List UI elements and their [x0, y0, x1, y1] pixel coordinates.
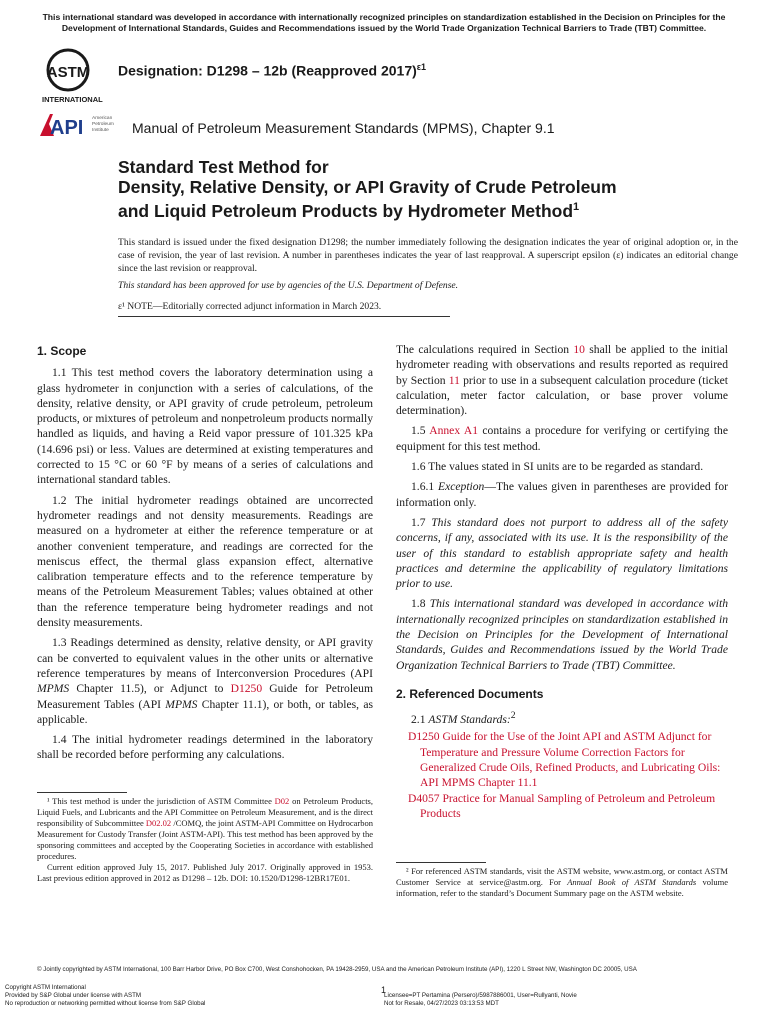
footnote-rule-2	[396, 862, 486, 863]
astm-logo-label: INTERNATIONAL	[42, 95, 103, 104]
left-column	[37, 344, 373, 768]
link-section-11[interactable]: 11	[448, 373, 460, 387]
page-number: 1	[381, 985, 387, 995]
license-left: Copyright ASTM International Provided by S&P Global under license with ASTM No reproduction or networking permitted without license from S&P Global	[5, 984, 206, 1007]
svg-text:ASTM: ASTM	[46, 64, 90, 81]
link-ref-d4057[interactable]: D4057	[408, 791, 440, 805]
paragraph-1-8: 1.8 This international standard was developed in accordance with internationally recognized principles on standardization established in the Decision on Principles for the Development of International Standards, Guides and Recommendations issued by the World Trade Organization Technical Barriers to Trade (TBT) Committee.	[396, 597, 728, 672]
api-logo-icon	[40, 112, 125, 138]
paragraph-1-6: 1.6 The values stated in SI units are to be regarded as standard.	[411, 460, 704, 474]
reference-d4057: D4057 Practice for Manual Sampling of Petroleum and Petroleum Products	[408, 791, 716, 820]
link-ref-d1250[interactable]: D1250	[408, 730, 440, 744]
license-right: Licensee=PT Pertamina (Persero)/5987886001, User=Rullyanti, Novie Not for Resale, 04/27/2023 03:13:53 MDT	[384, 992, 577, 1007]
reference-d1250: D1250 Guide for the Use of the Joint API and ASTM Adjunct for Temperature and Pressure Volume Correction Factors for Generalized Crude Oils, Refined Products, and Lubricating Oils: API MPMS Chapter 11.1	[408, 730, 721, 790]
copyright-line: © Jointly copyrighted by ASTM International, 100 Barr Harbor Drive, PO Box C700, West Conshohocken, PA 19428-2959, USA and the American Petroleum Institute (API), 1220 L Street NW, Washington DC 20005, USA	[37, 966, 637, 973]
svg-text:Institute: Institute	[92, 128, 109, 133]
svg-text:Petroleum: Petroleum	[92, 122, 114, 127]
link-d02-02[interactable]: D02.02	[145, 818, 172, 828]
issuance-note: This standard is issued under the fixed designation D1298; the number immediately following the designation indicates the year of original adoption or, in the case of revision, the year of last revision. A number in parentheses indicates the year of last reapproval. A superscript epsilon (ε) indicates an editorial change since the last revision or reapproval.	[118, 237, 738, 274]
designation: Designation: D1298 – 12b (Reapproved 2017)$^{\varepsilon 1}$	[118, 62, 427, 79]
astm-logo-icon	[40, 46, 112, 106]
footnote-2: ² For referenced ASTM standards, visit the ASTM website, www.astm.org, or contact ASTM Customer Service at service@astm.org. For Annual Book of ASTM Standards volume information, refer to the standard’s Document Summary page on the ASTM website.	[396, 866, 728, 898]
footnote-rule	[37, 792, 127, 793]
wto-notice: This international standard was developed in accordance with internationally recognized principles on standardization established in the Decision on Principles for the Development of International Standards, Guides and Recommendations issued by the World Trade Organization Technical Barriers to Trade (TBT) Committee.	[42, 12, 726, 33]
dod-approval-note: This standard has been approved for use by agencies of the U.S. Department of Defense.	[118, 280, 459, 291]
paragraph-1-7: 1.7 This standard does not purport to address all of the safety concerns, if any, associated with its use. It is the responsibility of the user of this standard to establish appropriate safety and health practices and determine the applicability of regulatory limitations prior to use.	[396, 515, 728, 591]
paragraph-1-6-1: 1.6.1 Exception—The values given in parentheses are provided for information only.	[396, 480, 728, 509]
paragraph-1-4: 1.4 The initial hydrometer readings determined in the laboratory shall be recorded before performing any calculations.	[37, 733, 373, 762]
link-d02[interactable]: D02	[274, 796, 290, 806]
paragraph-1-3: 1.3 Readings determined as density, relative density, or API gravity can be converted to equivalent values in the other units or alternative reference temperatures by means of Interconversion Procedures (API MPMS Chapter 11.5), or Adjunct to D1250 Guide for Petroleum Measurement Tables (API MPMS Chapter 11.1), or both, or tables, as applicable.	[37, 636, 373, 726]
section-heading-scope: 1. Scope	[37, 344, 87, 358]
editorial-note: ε¹ NOTE—Editorially corrected adjunct information in March 2023.	[118, 301, 382, 312]
paragraph-1-2: 1.2 The initial hydrometer readings obtained are uncorrected hydrometer readings and not density measurements. Readings are measured on a hydrometer at either the reference temperature or at another convenient temperature, and readings are corrected for the meniscus effect, the thermal glass expansion effect, alternative calibration temperature effects and to the reference temperature by means of the Petroleum Measurement Tables; values obtained at other than the reference temperature being hydrometer readings and not density measurements.	[37, 493, 373, 630]
paragraph-1-1: 1.1 This test method covers the laboratory determination using a glass hydrometer in conjunction with a series of calculations, of the density, relative density, or API gravity of crude petroleum, petroleum products, or mixtures of petroleum and nonpetroleum products normally handled as liquids, and having a Reid vapor pressure of 101.325 kPa (14.696 psi) or less. Values are determined at existing temperatures and corrected to 15 °C or 60 °F by means of a series of calculations and international standard tables.	[37, 366, 373, 487]
svg-text:American: American	[92, 116, 113, 121]
link-d1250[interactable]: D1250	[230, 682, 263, 696]
paragraph-2-1: 2.1 ASTM Standards:$^2$	[411, 710, 516, 727]
divider	[118, 316, 450, 317]
section-heading-referenced-documents: 2. Referenced Documents	[396, 686, 544, 701]
manual-title: Manual of Petroleum Measurement Standards (MPMS), Chapter 9.1	[132, 120, 555, 136]
link-section-10[interactable]: 10	[573, 343, 585, 356]
document-title: Standard Test Method for Density, Relative Density, or API Gravity of Crude Petroleum and Liquid Petroleum Products by Hydrometer Method$^1$	[118, 157, 617, 221]
svg-text:API: API	[50, 117, 84, 138]
paragraph-continued: The calculations required in Section 10 shall be applied to the initial hydrometer reading with observations and results reported as required by Section 11 prior to use in a subsequent calculation procedure (ticket calculation, meter factor calculation, or base prover volume determination).	[396, 343, 728, 418]
paragraph-1-5: 1.5 Annex A1 contains a procedure for verifying or certifying the equipment for this test method.	[396, 424, 728, 453]
link-annex-a1[interactable]: Annex A1	[429, 424, 479, 438]
right-column	[396, 342, 728, 821]
footnote-1: ¹ This test method is under the jurisdiction of ASTM Committee D02 on Petroleum Products, Liquid Fuels, and Lubricants and the API Committee on Petroleum Measurement, and is the direct responsibility of Subcommittee D02.02 /COMQ, the joint ASTM-API Committee on Hydrocarbon Measurement for Custody Transfer (Joint ASTM-API). This test method has been approved by the sponsoring committees and accepted by the Cooperating Societies in accordance with established procedures. Current edition approved July 15, 2017. Published July 2017. Originally approved in 1953. Last previous edition approved in 2012 as D1298 – 12b. DOI: 10.1520/D1298-12BR17E01.	[37, 796, 373, 883]
